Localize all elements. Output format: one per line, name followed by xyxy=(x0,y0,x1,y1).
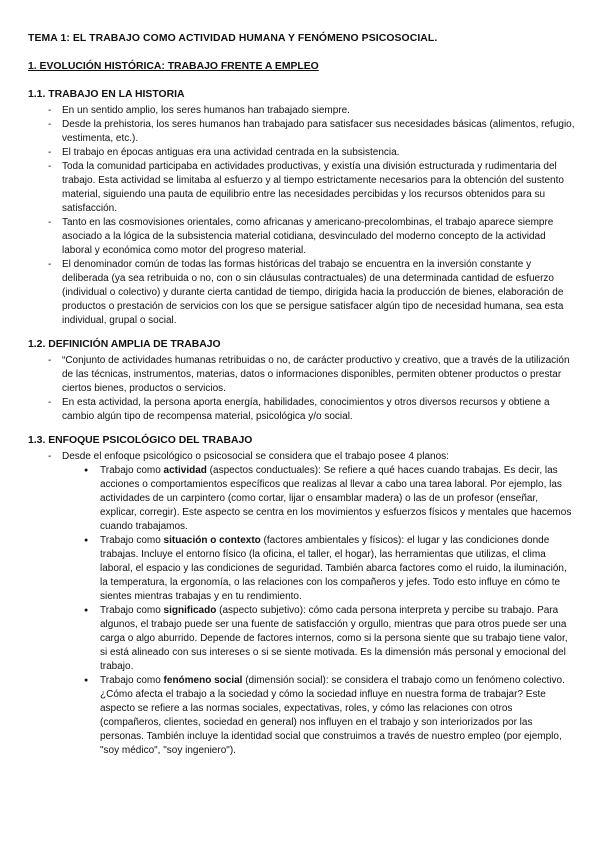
work-plane-social xyxy=(62,674,576,758)
list-item: - En esta actividad, la persona aporta energía, habilidades, conocimientos y otros diversos recursos y obtiene a cambio algún tipo de recompensa material, psicológica y/o social. xyxy=(28,396,576,424)
list-item: - El denominador común de todas las formas históricas del trabajo se encuentra en la inversión constante y deliberada (ya sea retribuida o no, con o sin cláusulas contractuales) de una determinada cantidad de esfuerzo (individual o colectivo) y durante cierta cantidad de tiempo, dirigida hacia la producción de bienes, elaboración de productos o prestación de servicios con los que se persigue satisfacer algún tipo de necesidad humana, sea esta individual, grupal o social. xyxy=(28,258,576,328)
list-item: - “Conjunto de actividades humanas retribuidas o no, de carácter productivo y creativo, que a través de la utilización de las técnicas, instrumentos, materias, datos o informaciones disponibles, permiten obtener productos o prestar ciertos bienes, productos o servicios. xyxy=(28,354,576,396)
subsection-1-3-title: 1.3. ENFOQUE PSICOLÓGICO DEL TRABAJO xyxy=(28,435,253,446)
plane-prefix: Trabajo como xyxy=(100,605,164,616)
subsection-1-3-list xyxy=(28,450,576,758)
list-item: - Tanto en las cosmovisiones orientales, como africanas y americano-precolombinas, el trabajo aparece siempre asociado a la lógica de la subsistencia material cotidiana, desvinculado del moderno concepto de la actividad laboral y económica como motor del progreso material. xyxy=(28,216,576,258)
list-item xyxy=(28,450,576,758)
work-planes-list xyxy=(62,464,576,758)
list-item: - Desde la prehistoria, los seres humanos han trabajado para satisfacer sus necesidades básicas (alimentos, refugio, vestimenta, etc.). xyxy=(28,118,576,146)
plane-prefix: Trabajo como xyxy=(100,675,164,686)
plane-keyword: actividad xyxy=(163,465,207,476)
list-item: - Toda la comunidad participaba en actividades productivas, y existía una división estructurada y rudimentaria del trabajo. Esta actividad se limitaba al esfuerzo y al tiempo estrictamente necesarios para la obtención del sustento material, siguiendo una pauta de equilibrio entre las necesidades percibidas y los recursos obtenidos para su satisfacción. xyxy=(28,160,576,216)
plane-description: (aspectos conductuales): Se refiere a qué haces cuando trabajas. Es decir, las acciones o comportamientos específicos que realizas al llevar a cabo una tarea laboral. Por ejemplo, las actividades de un carpintero (como cortar, lijar o ensamblar madera) o las de un profesor (enseñar, explicar, corregir). Este aspecto se centra en los movimientos y esfuerzos físicos y mentales que hacemos cuando trabajamos. xyxy=(100,465,572,532)
work-plane-meaning xyxy=(62,604,576,674)
work-plane-context xyxy=(62,534,576,604)
plane-keyword: situación o contexto xyxy=(163,535,261,546)
work-plane-activity xyxy=(62,464,576,534)
subsection-1-2-list xyxy=(28,354,576,424)
subsection-1-1-title: 1.1. TRABAJO EN LA HISTORIA xyxy=(28,89,185,100)
subsection-1-2-title: 1.2. DEFINICIÓN AMPLIA DE TRABAJO xyxy=(28,339,221,350)
subsection-1-3-intro: Desde el enfoque psicológico o psicosocial se considera que el trabajo posee 4 planos: xyxy=(62,451,449,462)
list-item: - El trabajo en épocas antiguas era una actividad centrada en la subsistencia. xyxy=(28,146,576,160)
plane-keyword: significado xyxy=(163,605,217,616)
document-title: TEMA 1: EL TRABAJO COMO ACTIVIDAD HUMANA Y FENÓMENO PSICOSOCIAL. xyxy=(28,33,438,44)
section-1-title: 1. EVOLUCIÓN HISTÓRICA: TRABAJO FRENTE A EMPLEO xyxy=(28,61,319,72)
plane-prefix: Trabajo como xyxy=(100,535,164,546)
plane-prefix: Trabajo como xyxy=(100,465,164,476)
list-item: - En un sentido amplio, los seres humanos han trabajado siempre. xyxy=(28,104,576,118)
plane-description: (factores ambientales y físicos): el lugar y las condiciones donde trabajas. Incluye el entorno físico (la oficina, el taller, el hogar), las herramientas que utilizas, el clima laboral, el espacio y las condiciones de seguridad. También abarca factores como el ruido, la iluminación, la temperatura, la ergonomía, o las relaciones con los compañeros y jefes. Todo esto influye en cómo te sientes mientras trabajas y en tu rendimiento. xyxy=(100,535,567,602)
plane-description: (aspecto subjetivo): cómo cada persona interpreta y percibe su trabajo. Para algunos, el trabajo puede ser una fuente de satisfacción y orgullo, mientras que para otros puede ser una carga o algo aburrido. Depende de factores internos, como si la persona siente que su trabajo tiene valor, si está alineado con sus intereses o si se siente motivada. Es la dimensión más personal y emocional del trabajo. xyxy=(100,605,568,672)
subsection-1-1-list xyxy=(28,104,576,328)
plane-keyword: fenómeno social xyxy=(163,675,243,686)
plane-description: (dimensión social): se considera el trabajo como un fenómeno colectivo. ¿Cómo afecta el trabajo a la sociedad y cómo la sociedad influye en nuestra forma de trabajar? Este aspecto se refiere a las normas sociales, expectativas, roles, y cómo las relaciones con otros (compañeros, clientes, sociedad en general) nos influyen en el trabajo y son interiorizados por las personas. También incluye la identidad social que construimos a través de nuestro empleo (por ejemplo, "soy médico", "soy ingeniero"). xyxy=(100,675,565,756)
